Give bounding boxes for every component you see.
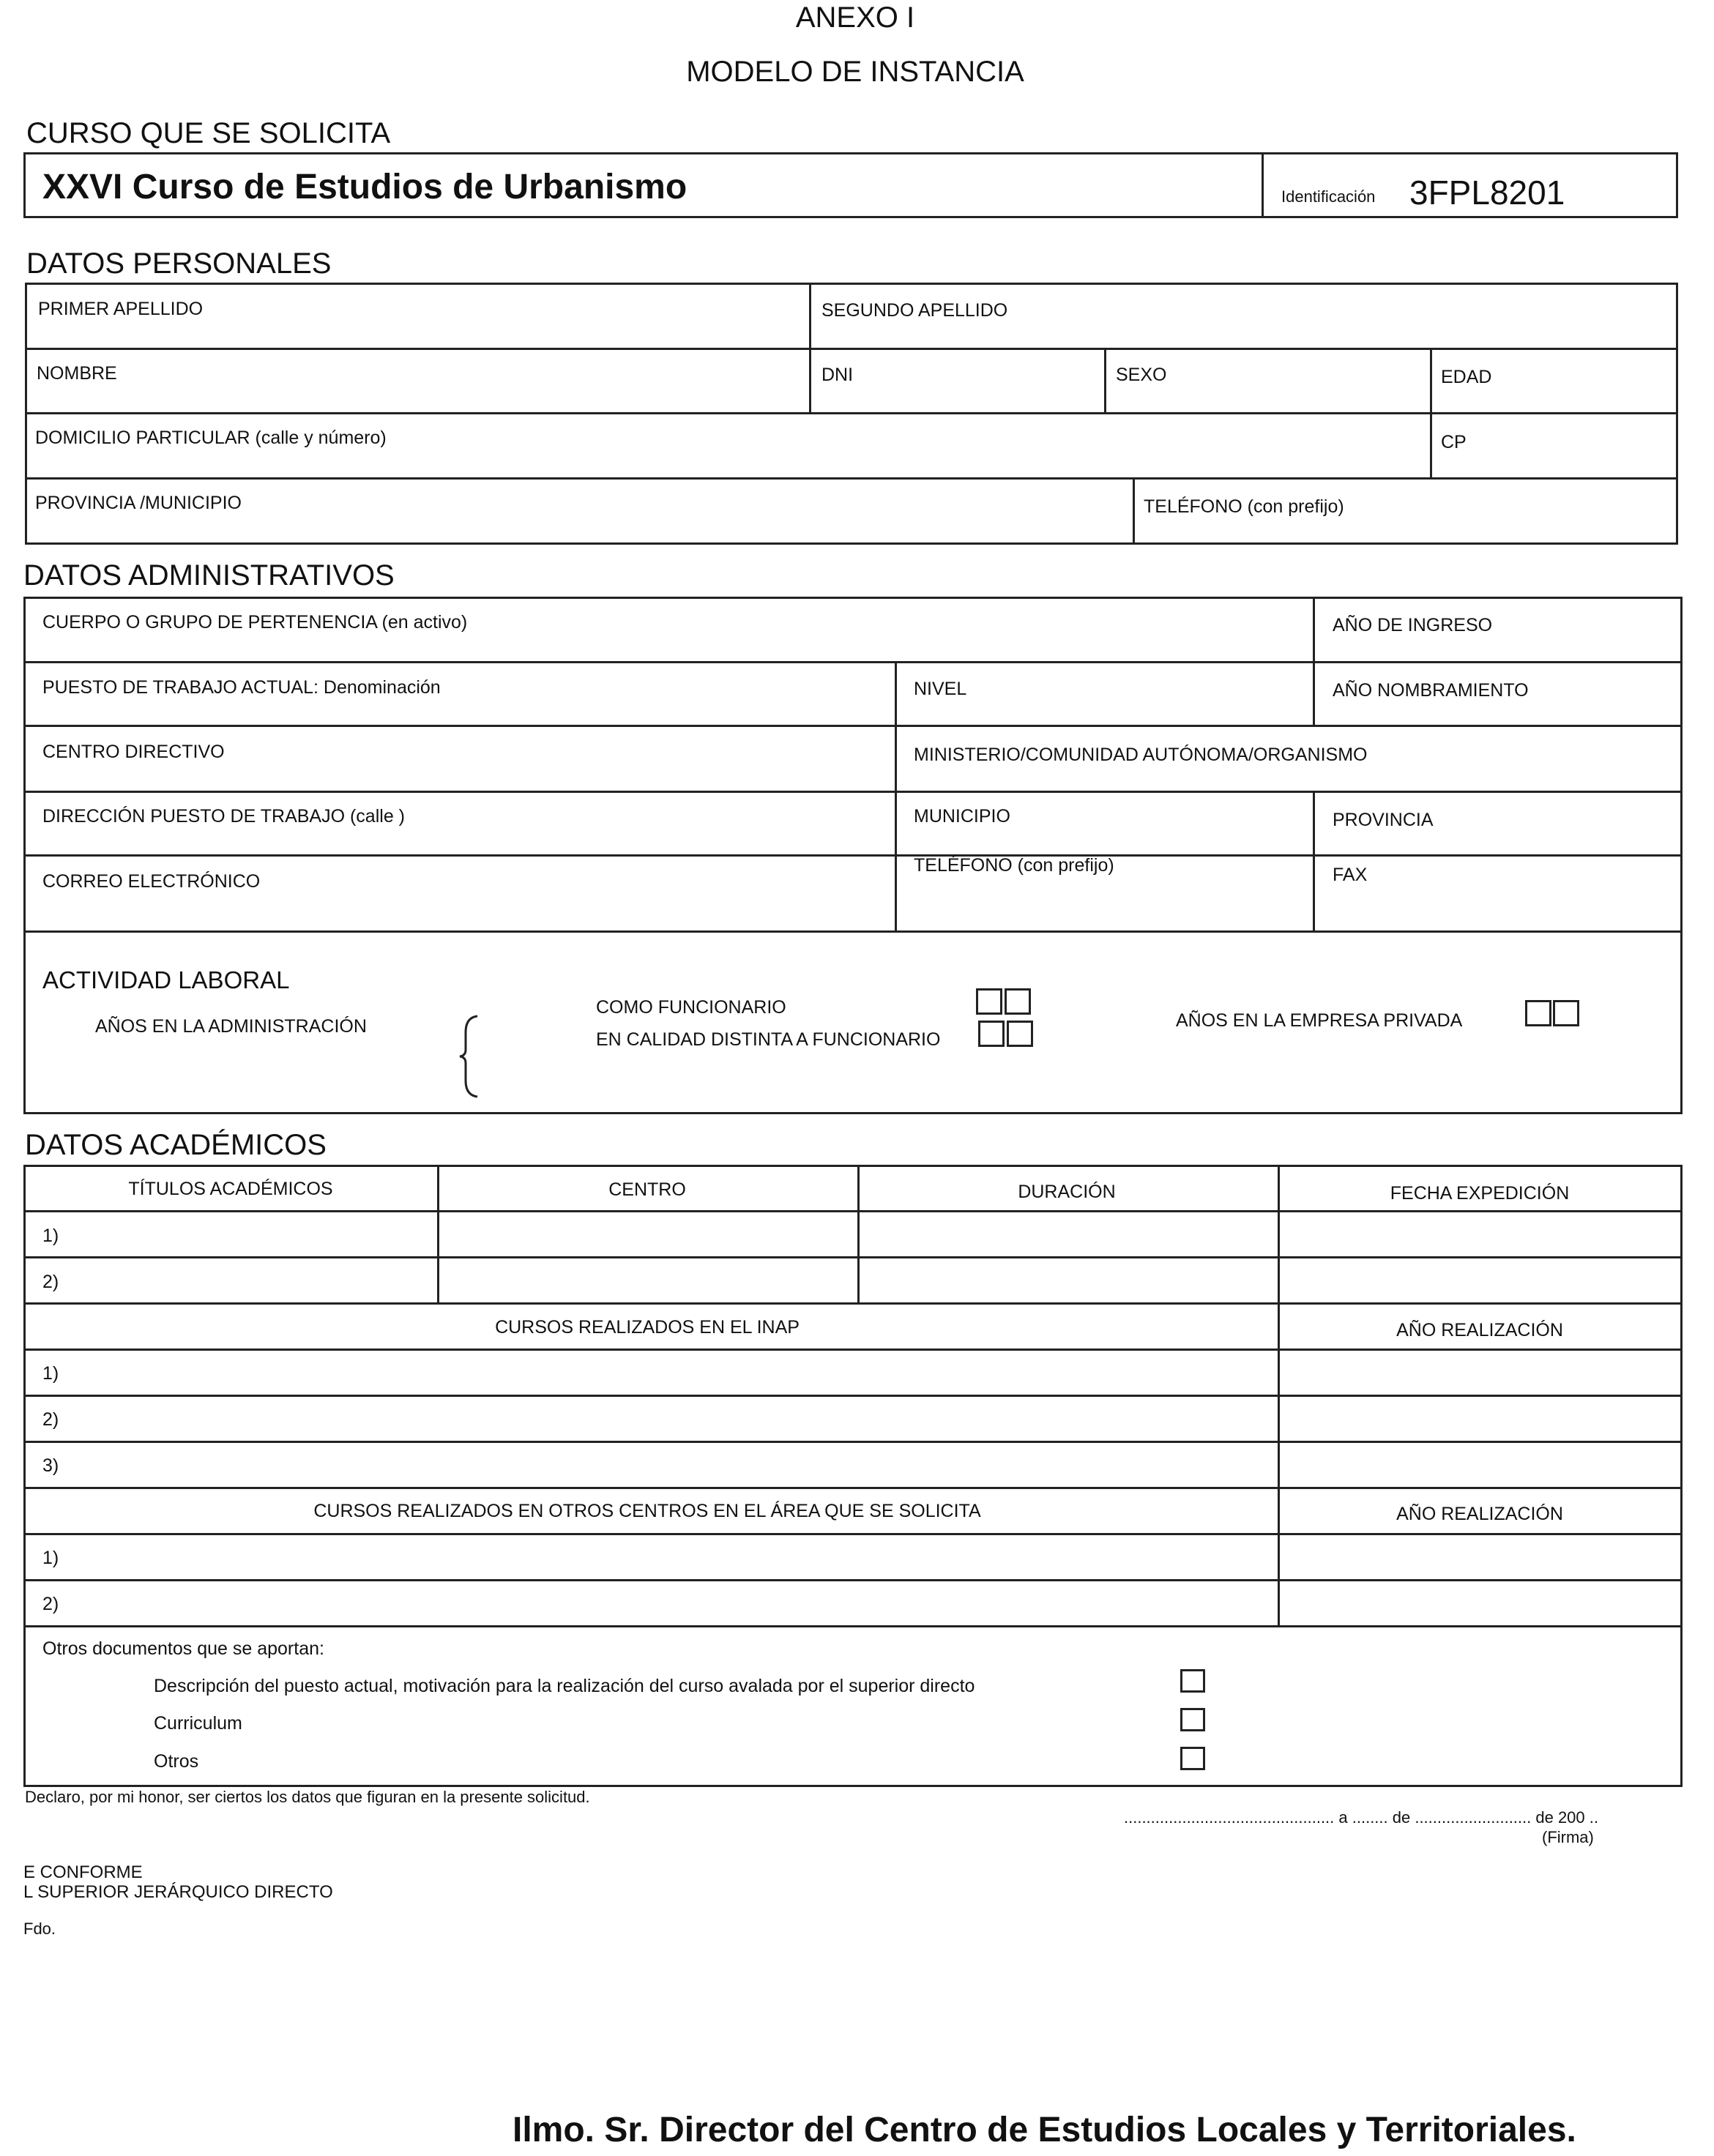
academic-row-line — [23, 1441, 1683, 1443]
fax-label: FAX — [1333, 865, 1368, 885]
other-row-number: 2) — [42, 1594, 59, 1614]
other-row-number: 1) — [42, 1548, 59, 1568]
admin-row-line — [23, 854, 1683, 857]
years-admin-label: AÑOS EN LA ADMINISTRACIÓN — [95, 1016, 367, 1037]
address-label: DOMICILIO PARTICULAR (calle y número) — [35, 428, 387, 448]
entry-year-label: AÑO DE INGRESO — [1333, 615, 1493, 635]
province-label: PROVINCIA /MUNICIPIO — [35, 493, 242, 513]
admin-row-line — [23, 791, 1683, 793]
doc-curriculum-checkbox[interactable] — [1180, 1708, 1205, 1731]
doc-curriculum-label: Curriculum — [154, 1713, 242, 1734]
email-label: CORREO ELECTRÓNICO — [42, 871, 261, 892]
inap-row-number: 1) — [42, 1363, 59, 1384]
course-divider — [1262, 152, 1264, 218]
private-years-box-2[interactable] — [1553, 1000, 1579, 1026]
academic-row-line — [23, 1395, 1683, 1397]
admin-section-title: DATOS ADMINISTRATIVOS — [23, 559, 395, 592]
academic-row-line — [23, 1533, 1683, 1535]
course-id-label: Identificación — [1281, 187, 1376, 206]
academic-col-line — [437, 1165, 439, 1302]
other-capacity-box-1[interactable] — [978, 1021, 1005, 1047]
annex-title: ANEXO I — [795, 1, 915, 34]
inap-year-header: AÑO REALIZACIÓN — [1396, 1320, 1563, 1340]
official-years-box-2[interactable] — [1005, 988, 1031, 1015]
admin-row-line — [23, 725, 1683, 727]
inap-row-number: 2) — [42, 1409, 59, 1430]
academic-row-number: 2) — [42, 1272, 59, 1292]
course-name: XXVI Curso de Estudios de Urbanismo — [42, 168, 688, 206]
academic-row-line — [23, 1349, 1683, 1351]
personal-col-line — [1430, 348, 1432, 477]
addressee: Ilmo. Sr. Director del Centro de Estudios Locales y Territoriales. — [513, 2111, 1576, 2149]
age-label: EDAD — [1441, 367, 1492, 387]
job-address-label: DIRECCIÓN PUESTO DE TRABAJO (calle ) — [42, 806, 405, 827]
municipality-label: MUNICIPIO — [914, 806, 1010, 827]
header-duration: DURACIÓN — [1018, 1182, 1116, 1202]
header-titles: TÍTULOS ACADÉMICOS — [128, 1179, 333, 1199]
as-official-label: COMO FUNCIONARIO — [596, 997, 786, 1018]
model-title: MODELO DE INSTANCIA — [686, 56, 1024, 88]
other-centers-header: CURSOS REALIZADOS EN OTROS CENTROS EN EL ÁREA QUE SE SOLICITA — [313, 1501, 981, 1521]
ministry-label: MINISTERIO/COMUNIDAD AUTÓNOMA/ORGANISMO — [914, 745, 1368, 765]
academic-row-line — [23, 1579, 1683, 1581]
inap-header: CURSOS REALIZADOS EN EL INAP — [495, 1317, 800, 1338]
job-label: PUESTO DE TRABAJO ACTUAL: Denominación — [42, 677, 441, 698]
dni-label: DNI — [821, 365, 854, 385]
name-label: NOMBRE — [37, 363, 117, 384]
official-years-box-1[interactable] — [976, 988, 1002, 1015]
level-label: NIVEL — [914, 679, 967, 699]
private-years-box-1[interactable] — [1525, 1000, 1551, 1026]
phone-label: TELÉFONO (con prefijo) — [1144, 496, 1344, 517]
academic-row-number: 1) — [42, 1226, 59, 1246]
academic-section-title: DATOS ACADÉMICOS — [25, 1129, 327, 1161]
other-capacity-box-2[interactable] — [1007, 1021, 1033, 1047]
first-surname-label: PRIMER APELLIDO — [38, 299, 204, 319]
header-center: CENTRO — [608, 1179, 686, 1200]
other-capacity-label: EN CALIDAD DISTINTA A FUNCIONARIO — [596, 1029, 941, 1050]
brace-icon — [458, 1015, 480, 1098]
admin-row-line — [23, 661, 1683, 663]
declaration-text: Declaro, por mi honor, ser ciertos los datos que figuran en la presente solicitud. — [25, 1788, 590, 1806]
admin-province-label: PROVINCIA — [1333, 810, 1434, 830]
center-label: CENTRO DIRECTIVO — [42, 742, 225, 762]
course-section-title: CURSO QUE SE SOLICITA — [26, 117, 391, 149]
academic-row-line — [23, 1210, 1683, 1212]
admin-col-line — [895, 661, 897, 930]
other-year-header: AÑO REALIZACIÓN — [1396, 1504, 1563, 1524]
years-private-label: AÑOS EN LA EMPRESA PRIVADA — [1176, 1010, 1463, 1031]
personal-section-title: DATOS PERSONALES — [26, 247, 332, 280]
admin-col-line — [1313, 597, 1315, 725]
conforme-line-2: L SUPERIOR JERÁRQUICO DIRECTO — [23, 1882, 333, 1902]
academic-row-line — [23, 1256, 1683, 1258]
body-group-label: CUERPO O GRUPO DE PERTENENCIA (en activo) — [42, 612, 468, 633]
academic-col-line — [1278, 1165, 1280, 1625]
header-issue-date: FECHA EXPEDICIÓN — [1390, 1183, 1570, 1204]
cp-label: CP — [1441, 432, 1467, 452]
date-line: ............................................... a ........ de .......................... de 200 .. — [1124, 1808, 1598, 1827]
academic-row-line — [23, 1302, 1683, 1305]
doc-description-checkbox[interactable] — [1180, 1669, 1205, 1693]
personal-col-line — [809, 283, 811, 412]
inap-row-number: 3) — [42, 1455, 59, 1476]
admin-col-line — [1313, 791, 1315, 930]
course-id-value: 3FPL8201 — [1409, 174, 1565, 212]
second-surname-label: SEGUNDO APELLIDO — [821, 300, 1008, 321]
academic-row-line — [23, 1487, 1683, 1489]
academic-row-line — [23, 1625, 1683, 1627]
personal-row-line — [25, 477, 1678, 480]
other-docs-title: Otros documentos que se aportan: — [42, 1638, 324, 1659]
conforme-line-1: E CONFORME — [23, 1862, 143, 1882]
doc-others-label: Otros — [154, 1751, 199, 1772]
admin-phone-label: TELÉFONO (con prefijo) — [914, 855, 1114, 876]
appointment-year-label: AÑO NOMBRAMIENTO — [1333, 680, 1529, 701]
signature-label: (Firma) — [1542, 1828, 1594, 1846]
academic-col-line — [857, 1165, 860, 1302]
personal-col-line — [1104, 348, 1106, 412]
doc-others-checkbox[interactable] — [1180, 1747, 1205, 1770]
doc-description-label: Descripción del puesto actual, motivación para la realización del curso avalada por el superior directo — [154, 1676, 975, 1696]
sex-label: SEXO — [1116, 365, 1167, 385]
fdo-label: Fdo. — [23, 1920, 56, 1938]
admin-row-line — [23, 930, 1683, 933]
personal-col-line — [1133, 477, 1135, 545]
activity-title: ACTIVIDAD LABORAL — [42, 966, 290, 993]
